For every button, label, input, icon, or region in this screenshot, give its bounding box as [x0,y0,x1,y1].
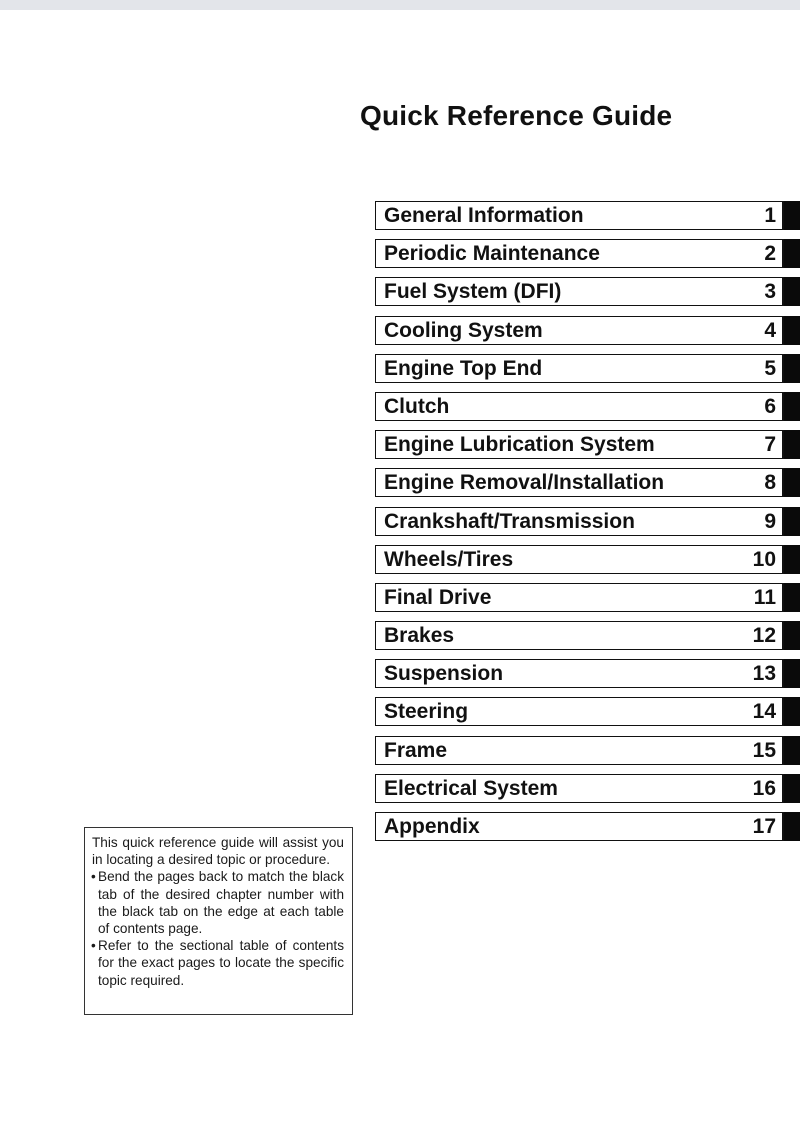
black-tab-14 [784,697,800,726]
toc-entry-label: Wheels/Tires [384,547,514,571]
toc-row-final-drive [375,583,800,621]
toc-entry-number: 12 [752,624,776,648]
toc-entry-frame[interactable] [375,736,784,765]
toc-entry-periodic-maintenance[interactable] [375,239,784,268]
bullet-mark: • [91,938,96,954]
toc-entry-number: 16 [752,776,776,800]
black-tab-5 [784,354,800,383]
toc-row-engine-top-end [375,354,800,392]
black-tab-4 [784,316,800,345]
toc-entry-number: 8 [764,471,776,495]
toc-row-fuel-system [375,277,800,315]
toc-entry-number: 2 [764,242,776,266]
black-tab-3 [784,277,800,306]
toc-row-frame [375,736,800,774]
toc-entry-label: Fuel System (DFI) [384,280,562,304]
toc-entry-label: Frame [384,738,448,762]
chapter-index [375,201,800,850]
note-bullet-item [92,868,344,937]
toc-entry-label: Final Drive [384,585,492,609]
toc-entry-number: 13 [752,662,776,686]
black-tab-11 [784,583,800,612]
toc-entry-number: 9 [764,509,776,533]
toc-entry-label: Engine Removal/Installation [384,471,665,495]
toc-entry-label: General Information [384,204,584,227]
toc-row-cooling-system [375,316,800,354]
toc-entry-steering[interactable] [375,697,784,726]
toc-entry-label: Appendix [384,815,480,838]
toc-row-appendix [375,812,800,850]
toc-entry-clutch[interactable] [375,392,784,421]
toc-entry-cooling-system[interactable] [375,316,784,345]
toc-entry-engine-top-end[interactable] [375,354,784,383]
toc-entry-number: 3 [764,280,776,304]
toc-entry-number: 1 [764,204,776,227]
toc-entry-label: Crankshaft/Transmission [384,509,635,533]
black-tab-12 [784,621,800,650]
toc-entry-number: 5 [764,356,776,380]
toc-row-general-information [375,201,800,239]
toc-entry-wheels-tires[interactable] [375,545,784,574]
toc-row-brakes [375,621,800,659]
note-bullet-text: Bend the pages back to match the black tab of the desired chapter number with the black tab on the edge at each table of contents page. [98,869,344,937]
toc-row-crankshaft-transmission [375,507,800,545]
black-tab-2 [784,239,800,268]
black-tab-13 [784,659,800,688]
page-title: Quick Reference Guide [360,100,673,131]
toc-entry-engine-removal-installation[interactable] [375,468,784,497]
toc-row-periodic-maintenance [375,239,800,277]
toc-row-engine-lubrication-system [375,430,800,468]
toc-entry-engine-lubrication-system[interactable] [375,430,784,459]
toc-entry-number: 17 [752,815,776,838]
toc-entry-label: Clutch [384,394,450,418]
black-tab-6 [784,392,800,421]
toc-entry-number: 4 [764,318,776,342]
toc-entry-electrical-system[interactable] [375,774,784,803]
toc-entry-suspension[interactable] [375,659,784,688]
toc-row-suspension [375,659,800,697]
toc-entry-label: Electrical System [384,776,558,800]
note-intro-text: This quick reference guide will assist you in locating a desired topic or procedure. [92,835,344,868]
black-tab-7 [784,430,800,459]
black-tab-1 [784,201,800,230]
toc-row-clutch [375,392,800,430]
toc-entry-label: Engine Lubrication System [384,433,655,457]
toc-row-electrical-system [375,774,800,812]
top-strip [0,0,800,10]
black-tab-9 [784,507,800,536]
toc-entry-general-information[interactable] [375,201,784,230]
toc-entry-label: Cooling System [384,318,543,342]
black-tab-16 [784,774,800,803]
toc-entry-final-drive[interactable] [375,583,784,612]
toc-entry-number: 7 [764,433,776,457]
black-tab-15 [784,736,800,765]
black-tab-17 [784,812,800,841]
toc-entry-label: Engine Top End [384,356,543,380]
toc-entry-fuel-system[interactable] [375,277,784,306]
note-bullet-text: Refer to the sectional table of contents for the exact pages to locate the specific topic required. [98,938,344,988]
usage-note-box [84,827,353,1015]
toc-entry-label: Brakes [384,624,455,648]
toc-entry-crankshaft-transmission[interactable] [375,507,784,536]
black-tab-10 [784,545,800,574]
note-bullet-item [92,937,344,989]
toc-entry-number: 15 [752,738,776,762]
toc-entry-number: 11 [753,585,776,609]
toc-row-wheels-tires [375,545,800,583]
toc-entry-label: Steering [384,700,469,724]
toc-entry-brakes[interactable] [375,621,784,650]
toc-entry-number: 14 [752,700,776,724]
black-tab-8 [784,468,800,497]
bullet-mark: • [91,869,96,885]
toc-row-steering [375,697,800,735]
toc-entry-label: Periodic Maintenance [384,242,600,266]
toc-entry-label: Suspension [384,662,504,686]
toc-entry-number: 6 [764,394,776,418]
toc-entry-appendix[interactable] [375,812,784,841]
toc-entry-number: 10 [752,547,776,571]
toc-row-engine-removal-installation [375,468,800,506]
